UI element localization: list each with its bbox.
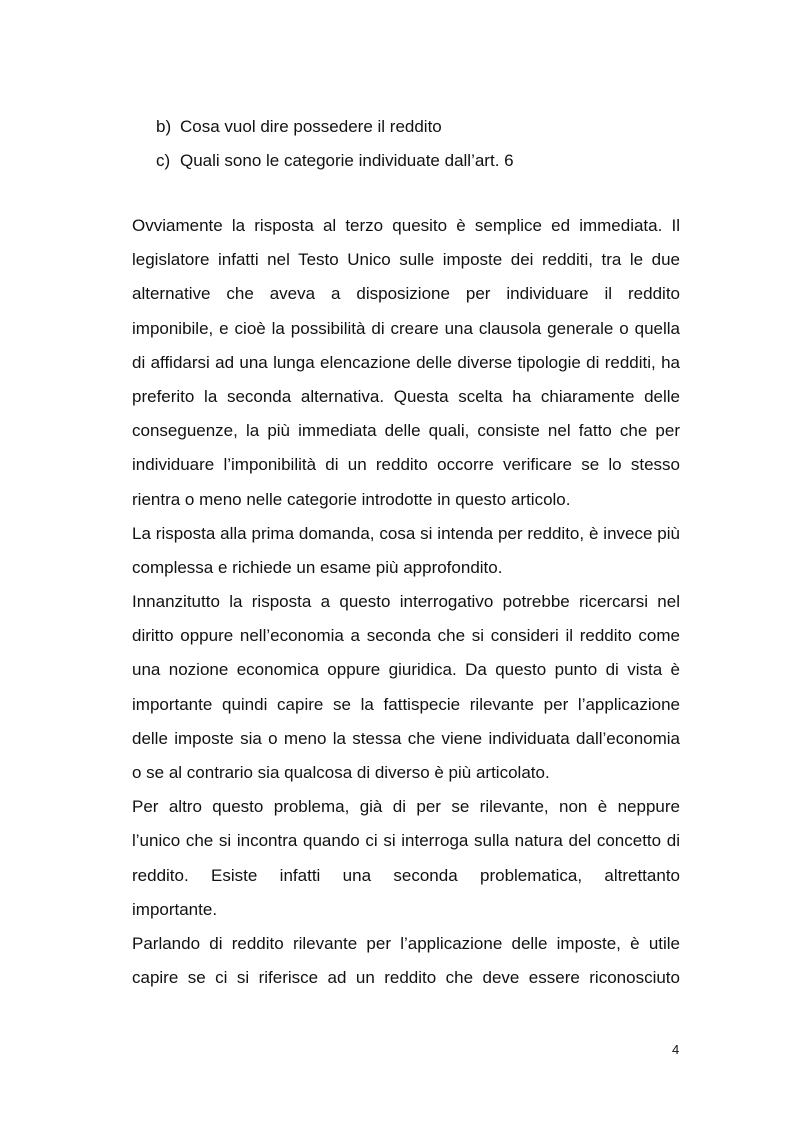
list-item [156, 113, 716, 147]
text-line: La risposta alla prima domanda, cosa si intenda per reddito, è invece più [132, 523, 680, 543]
text-line: una nozione economica oppure giuridica. Da questo punto di vista è [132, 660, 680, 680]
text-line: importante. [132, 899, 218, 919]
text-line: o se al contrario sia qualcosa di diverso è più articolato. [132, 763, 550, 782]
text-line: rientra o meno nelle categorie introdotte in questo articolo. [132, 489, 571, 509]
body-text [132, 212, 680, 998]
text-line: preferito la seconda alternativa. Questa scelta ha chiaramente delle [132, 386, 680, 406]
list-item-text: Cosa vuol dire possedere il reddito [180, 117, 442, 136]
list-marker: c) [156, 151, 171, 170]
list-marker: b) [156, 117, 172, 136]
list-item-text: Quali sono le categorie individuate dall’art. 6 [180, 151, 514, 170]
text-line: capire se ci si riferisce ad un reddito che deve essere riconosciuto [132, 968, 680, 988]
text-line: imponibile, e cioè la possibilità di creare una clausola generale o quella [132, 318, 680, 338]
text-line: complessa e richiede un esame più approfondito. [132, 557, 503, 577]
page-number: 4 [672, 1042, 680, 1057]
text-line: Innanzitutto la risposta a questo interrogativo potrebbe ricercarsi nel [132, 592, 680, 612]
text-line: conseguenze, la più immediata delle quali, consiste nel fatto che per [132, 421, 680, 441]
question-list [156, 113, 716, 181]
text-line: delle imposte sia o meno la stessa che viene individuata dall’economia [132, 728, 680, 748]
text-line: individuare l’imponibilità di un reddito occorre verificare se lo stesso [132, 455, 680, 475]
text-line: l’unico che si incontra quando ci si interroga sulla natura del concetto di [132, 831, 680, 851]
text-line: alternative che aveva a disposizione per individuare il reddito [132, 284, 680, 304]
text-line: Parlando di reddito rilevante per l’applicazione delle imposte, è utile [132, 933, 680, 953]
text-line: importante quindi capire se la fattispecie rilevante per l’applicazione [132, 694, 680, 714]
text-line: diritto oppure nell’economia a seconda che si consideri il reddito come [132, 626, 680, 646]
list-item [156, 147, 716, 181]
text-line: di affidarsi ad una lunga elencazione delle diverse tipologie di redditi, ha [132, 352, 680, 372]
text-line: reddito. Esiste infatti una seconda problematica, altrettanto [132, 865, 680, 885]
text-line: Ovviamente la risposta al terzo quesito è semplice ed immediata. Il [132, 216, 680, 235]
text-line: legislatore infatti nel Testo Unico sulle imposte dei redditi, tra le due [132, 250, 680, 270]
text-line: Per altro questo problema, già di per se rilevante, non è neppure [132, 797, 680, 817]
